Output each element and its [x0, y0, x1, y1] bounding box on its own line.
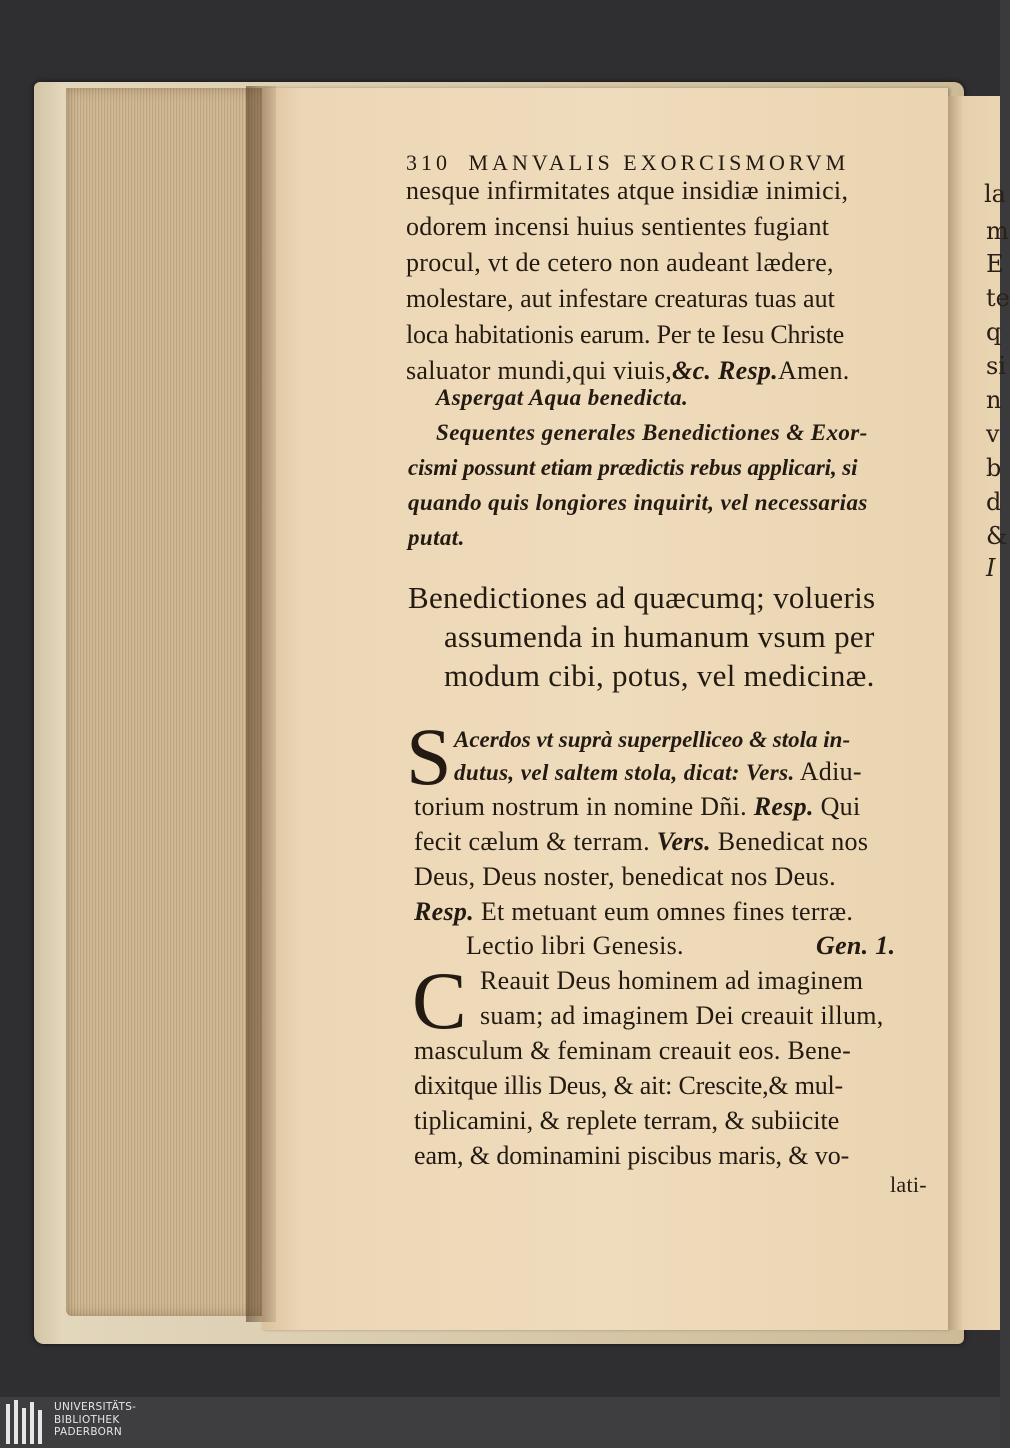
rubric-line: putat.	[408, 525, 465, 550]
library-name-line: PADERBORN	[54, 1426, 122, 1439]
catchword: lati-	[890, 1172, 927, 1197]
page-number: 310	[406, 150, 451, 175]
text-line	[406, 356, 850, 386]
lectio-title: Lectio libri Genesis.	[466, 931, 684, 960]
rubric-line: Aspergat Aqua benedicta.	[436, 385, 689, 410]
text-run: Et metuant eum omnes fines terræ.	[480, 897, 854, 926]
rubric-italic: dutus, vel saltem stola, dicat: Vers.	[454, 760, 795, 785]
text-run: fecit cælum & terram.	[414, 827, 650, 856]
library-footer	[0, 1397, 1000, 1448]
glimpse-line: v	[986, 420, 1000, 448]
text-line	[414, 792, 861, 822]
rubric-italic: Vers.	[656, 827, 711, 856]
rubric-line: cismi possunt etiam prædictis rebus applicari, si	[408, 455, 858, 480]
text-line: Reauit Deus hominem ad imaginem	[480, 966, 864, 995]
text-line: molestare, aut infestare creaturas tuas aut	[406, 284, 835, 313]
glimpse-line: E	[986, 250, 1004, 278]
section-heading: Benedictiones ad quæcumq; volueris	[408, 580, 876, 615]
page-block-edge	[66, 88, 262, 1316]
text-line	[414, 827, 868, 857]
text-line: Deus, Deus noster, benedicat nos Deus.	[414, 862, 836, 891]
rubric-line: quando quis longiores inquirit, vel necessarias	[408, 490, 868, 515]
page-gutter-shadow	[246, 86, 276, 1322]
rubric-line: Sequentes generales Benedictiones & Exor-	[436, 420, 868, 445]
text-line: masculum & feminam creauit eos. Bene-	[414, 1036, 852, 1065]
rubric-italic: Resp.	[414, 897, 474, 926]
glimpse-line: te	[986, 284, 1010, 312]
running-head	[406, 150, 849, 176]
text-line: suam; ad imaginem Dei creauit illum,	[480, 1001, 884, 1030]
rubric-line: Acerdos vt suprà superpelliceo & stola in-	[454, 727, 851, 752]
text-run: saluator mundi,qui viuis,	[406, 356, 673, 385]
rubric-italic: Resp.	[753, 792, 814, 821]
drop-cap: C	[412, 955, 467, 1046]
glimpse-line: si	[986, 352, 1006, 380]
rubric-italic: &c. Resp.	[672, 356, 779, 385]
section-heading: assumenda in humanum vsum per	[444, 619, 875, 654]
glimpse-line: n	[986, 386, 1002, 414]
text-line: tiplicamini, & replete terram, & subiicite	[414, 1106, 840, 1135]
text-line: eam, & dominamini piscibus maris, & vo-	[414, 1141, 850, 1170]
text-line	[454, 757, 862, 787]
text-run: torium nostrum in nomine Dñi.	[414, 792, 747, 821]
next-page-glimpse	[948, 96, 1010, 1330]
text-run: Amen.	[778, 356, 850, 385]
lectio-reference: Gen. 1.	[816, 931, 896, 960]
library-logo-icon	[6, 1400, 46, 1446]
text-run: Adiu-	[799, 757, 862, 786]
text-line: loca habitationis earum. Per te Iesu Christe	[406, 320, 845, 349]
section-heading: modum cibi, potus, vel medicinæ.	[444, 658, 875, 693]
drop-cap: S	[406, 711, 452, 802]
text-run: Qui	[820, 792, 861, 821]
text-line: nesque infirmitates atque insidiæ inimici,	[406, 176, 849, 205]
library-name-line: UNIVERSITÄTS-	[54, 1401, 137, 1413]
text-line: procul, vt de cetero non audeant lædere,	[406, 248, 834, 277]
text-line: odorem incensi huius sentientes fugiant	[406, 212, 830, 241]
glimpse-line: q	[986, 318, 1002, 346]
text-run: Benedicat nos	[717, 827, 869, 856]
glimpse-line: la	[984, 180, 1006, 208]
glimpse-line: &	[986, 522, 1008, 550]
glimpse-line: m	[986, 217, 1009, 245]
library-name-line: BIBLIOTHEK	[54, 1413, 120, 1426]
text-line: dixitque illis Deus, & ait: Crescite,& mul-	[414, 1071, 844, 1100]
library-name	[54, 1401, 136, 1439]
text-line	[414, 897, 853, 927]
running-title: MANVALIS EXORCISMORVM	[468, 150, 850, 175]
glimpse-line: b	[986, 454, 1002, 482]
glimpse-line: d	[986, 488, 1002, 516]
glimpse-line: I	[986, 554, 996, 582]
